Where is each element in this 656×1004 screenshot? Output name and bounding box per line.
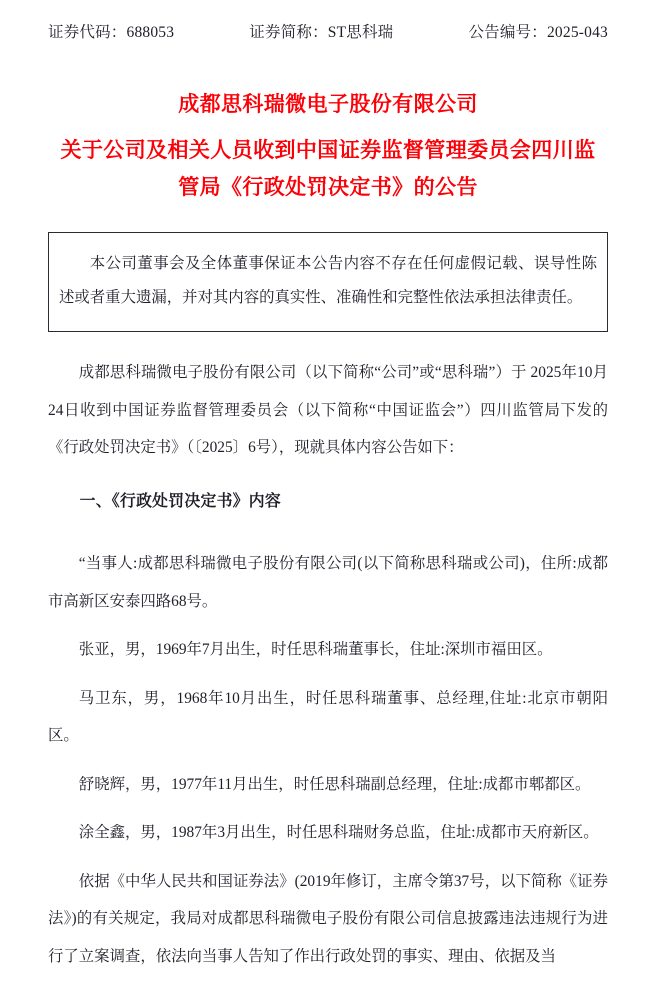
security-code: 证券代码：688053: [48, 24, 175, 41]
party-paragraph-ma-weidong: 马卫东，男，1968年10月出生，时任思科瑞董事、总经理,住址:北京市朝阳区。: [48, 689, 608, 744]
announcement-subject-title: 关于公司及相关人员收到中国证券监督管理委员会四川监管局《行政处罚决定书》的公告: [60, 138, 596, 199]
party-paragraph-zhang-ya: 张亚，男，1969年7月出生，时任思科瑞董事长，住址:深圳市福田区。: [78, 641, 553, 658]
party-paragraph-tu-quanxin: 涂全鑫，男，1987年3月出生，时任思科瑞财务总监，住址:成都市天府新区。: [78, 824, 599, 841]
disclaimer-text: 本公司董事会及全体董事保证本公告内容不存在任何虚假记载、误导性陈述或者重大遗漏，并对其内容的真实性、准确性和完整性依法承担法律责任。: [59, 255, 597, 306]
document-body: [48, 354, 608, 975]
announcement-number: 公告编号：2025-043: [468, 24, 608, 41]
intro-paragraph: 成都思科瑞微电子股份有限公司（以下简称“公司”或“思科瑞”）于 2025年10月24日收到中国证券监督管理委员会（以下简称“中国证监会”）四川监管局下发的《行政处罚决定书》（〔2025〕6号），现就具体内容公告如下：: [48, 364, 608, 456]
disclaimer-box: [48, 232, 608, 332]
announcement-title: [48, 86, 608, 206]
security-short-name: 证券简称：ST思科瑞: [249, 24, 394, 41]
legal-basis-paragraph: 依据《中华人民共和国证券法》(2019年修订，主席令第37号，以下简称《证券法》)的有关规定，我局对成都思科瑞微电子股份有限公司信息披露违法违规行为进行了立案调查，依法向当事人告知了作出行政处罚的事实、理由、依据及当: [48, 872, 608, 965]
company-name-title: 成都思科瑞微电子股份有限公司: [178, 92, 478, 116]
document-header: [48, 0, 608, 42]
party-main-paragraph: “当事人:成都思科瑞微电子股份有限公司(以下简称思科瑞或公司)，住所:成都市高新区安泰四路68号。: [48, 555, 608, 610]
section-heading-one: 一、《行政处罚决定书》内容: [79, 492, 281, 510]
party-paragraph-shu-xiaohui: 舒晓辉，男，1977年11月出生，时任思科瑞副总经理，住址:成都市郫都区。: [78, 775, 591, 793]
